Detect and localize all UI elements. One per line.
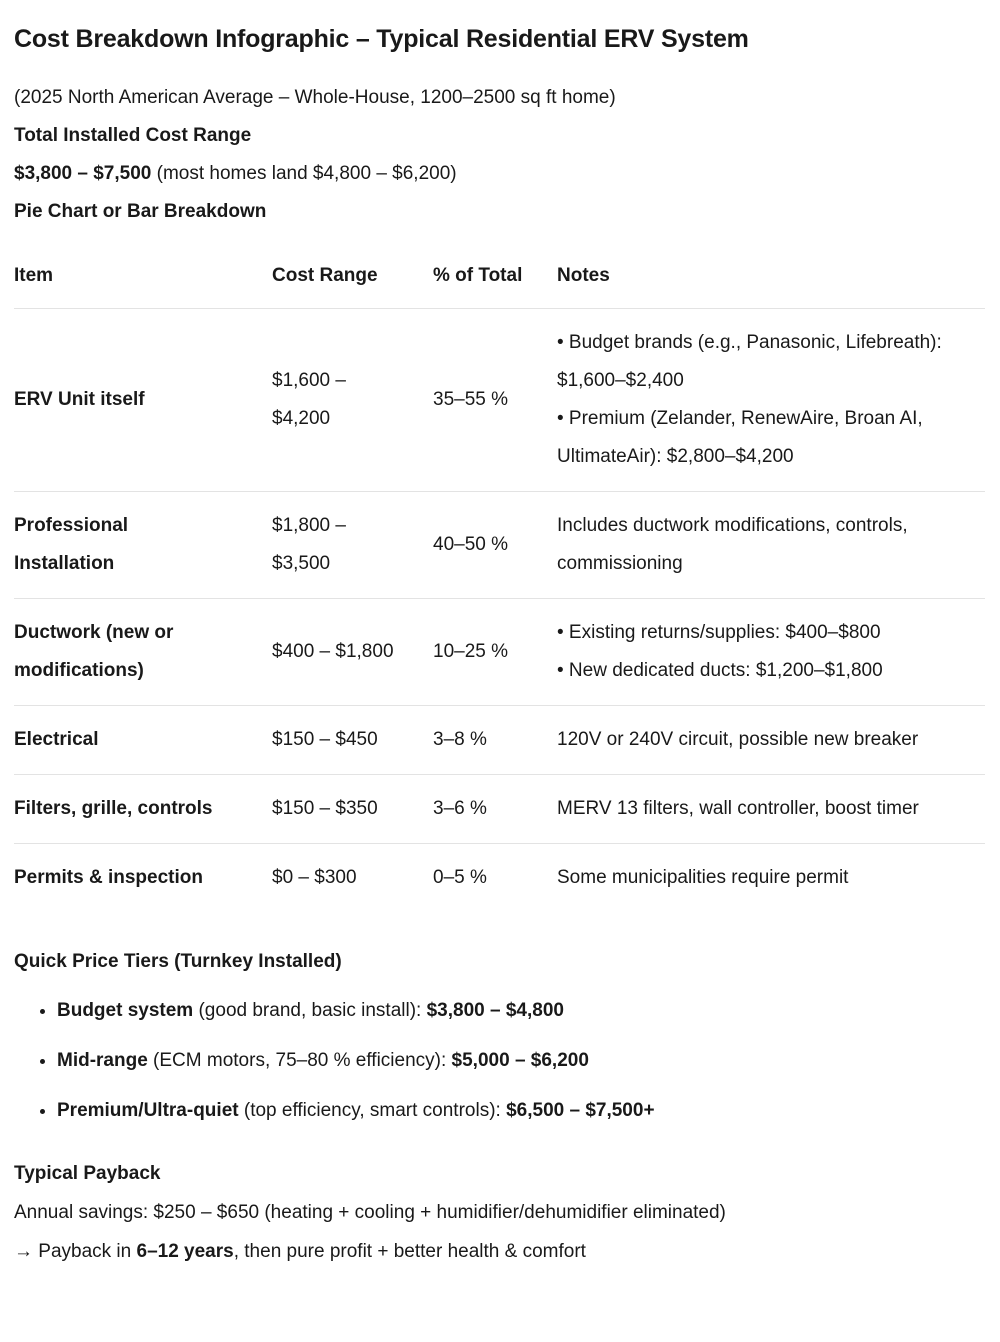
item-cell: Filters, grille, controls [14,798,213,819]
cost-breakdown-table [14,266,985,912]
item-cell: Ductwork (new or modifications) [14,622,174,681]
total-cost-note: (most homes land $4,800 – $6,200) [151,163,457,184]
tier-item-mid-range [57,1049,986,1073]
payback-conclusion-line [14,1241,986,1262]
total-cost-line [14,163,986,184]
cost-cell: $150 – $450 [272,729,378,750]
total-cost-range: $3,800 – $7,500 [14,163,152,184]
tier-name: Budget system [57,1000,194,1021]
tier-desc: (good brand, basic install): [193,1000,427,1021]
table-row [14,775,985,844]
subtitle: (2025 North American Average – Whole-House, 1200–2500 sq ft home) [14,87,616,108]
payback-years: 6–12 years [136,1241,234,1262]
note-line: • Existing returns/supplies: $400–$800 [557,622,881,643]
item-cell: Professional Installation [14,515,129,574]
notes-cell [557,309,985,492]
notes-cell [557,599,985,706]
page-title: Cost Breakdown Infographic – Typical Residential ERV System [14,25,749,53]
percent-cell: 40–50 % [433,534,509,555]
tier-price: $6,500 – $7,500+ [506,1100,655,1121]
column-header-notes: Notes [557,265,610,286]
note-line: Some municipalities require permit [557,867,849,888]
table-row [14,492,985,599]
tiers-heading: Quick Price Tiers (Turnkey Installed) [14,951,342,972]
tier-name: Premium/Ultra-quiet [57,1100,239,1121]
column-header-percent-of-total: % of Total [433,265,523,286]
note-line: 120V or 240V circuit, possible new breaker [557,729,919,750]
tier-desc: (ECM motors, 75–80 % efficiency): [147,1050,452,1071]
note-line: Includes ductwork modifications, controls, commissioning [557,515,908,574]
table-row [14,599,985,706]
tier-name: Mid-range [57,1050,148,1071]
tier-price: $5,000 – $6,200 [451,1050,589,1071]
tier-price: $3,800 – $4,800 [426,1000,564,1021]
tier-desc: (top efficiency, smart controls): [238,1100,507,1121]
note-line: • Budget brands (e.g., Panasonic, Lifebreath): $1,600–$2,400 [557,332,942,391]
payback-heading: Typical Payback [14,1163,161,1184]
cost-cell: $1,800 – $3,500 [272,515,346,574]
cost-cell: $1,600 – $4,200 [272,370,346,429]
payback-suffix: , then pure profit + better health & comfort [233,1241,586,1262]
note-line: • Premium (Zelander, RenewAire, Broan AI, UltimateAir): $2,800–$4,200 [557,408,923,467]
item-cell: Permits & inspection [14,867,203,888]
percent-cell: 10–25 % [433,641,509,662]
tier-item-premium [57,1099,986,1123]
notes-cell [557,492,985,599]
notes-cell [557,775,985,844]
notes-cell [557,706,985,775]
column-header-cost-range: Cost Range [272,265,378,286]
table-header [14,266,985,309]
table-row [14,309,985,492]
percent-cell: 35–55 % [433,389,509,410]
tiers-list [14,999,986,1123]
cost-cell: $400 – $1,800 [272,641,394,662]
item-cell: Electrical [14,729,99,750]
breakdown-heading: Pie Chart or Bar Breakdown [14,201,267,222]
table-row [14,844,985,913]
percent-cell: 3–6 % [433,798,487,819]
cost-cell: $150 – $350 [272,798,378,819]
total-cost-label: Total Installed Cost Range [14,125,252,146]
percent-cell: 3–8 % [433,729,487,750]
notes-cell [557,844,985,913]
percent-cell: 0–5 % [433,867,487,888]
table-row [14,706,985,775]
note-line: • New dedicated ducts: $1,200–$1,800 [557,660,883,681]
note-line: MERV 13 filters, wall controller, boost timer [557,798,919,819]
cost-cell: $0 – $300 [272,867,357,888]
payback-arrow-prefix: → Payback in [14,1241,137,1262]
item-cell: ERV Unit itself [14,389,145,410]
tier-item-budget [57,999,986,1023]
column-header-item: Item [14,265,54,286]
annual-savings-line: Annual savings: $250 – $650 (heating + cooling + humidifier/dehumidifier eliminated) [14,1202,726,1223]
